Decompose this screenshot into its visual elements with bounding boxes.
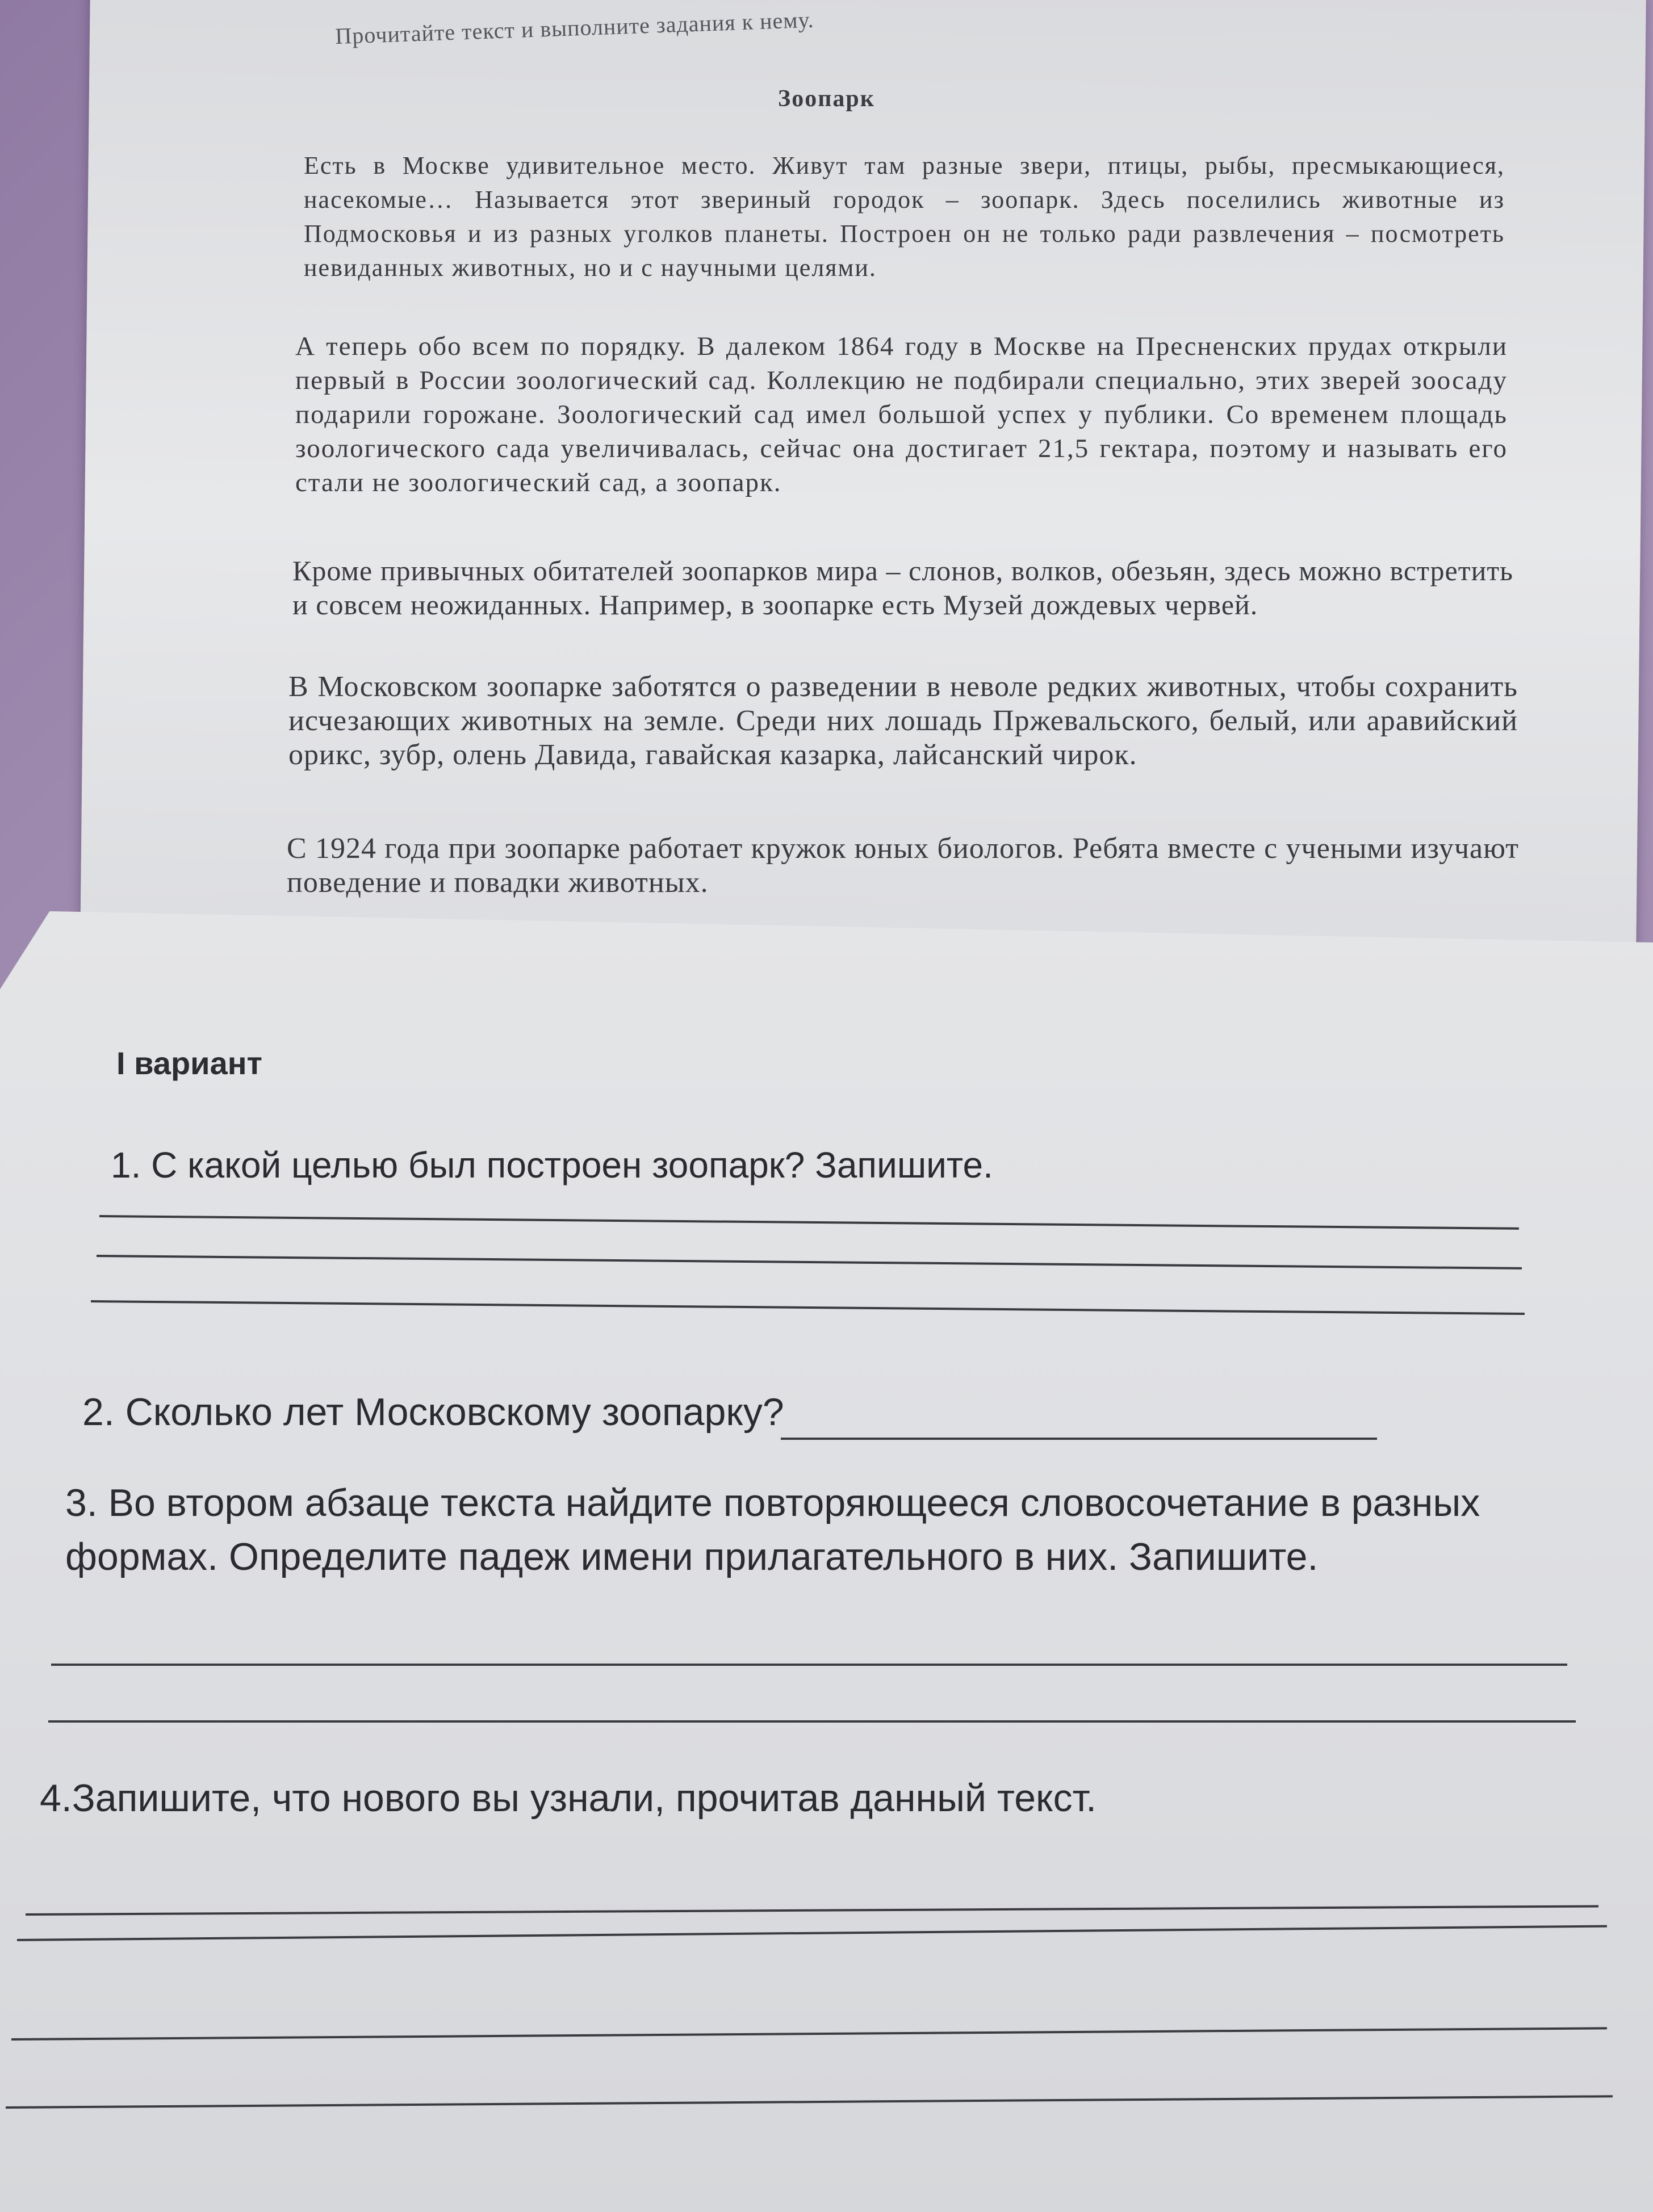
question-3: 3. Во втором абзаце текста найдите повторяющееся словосочетание в разных формах. Определите падеж имени прилагательного в них. Запишите. — [65, 1481, 1480, 1578]
text-title: Зоопарк — [778, 86, 875, 112]
paragraph-3: Кроме привычных обитателей зоопарков мира – слонов, волков, обезьян, здесь можно встретить и совсем неожиданных. Например, в зоопарке есть Музей дождевых червей. — [292, 555, 1513, 621]
paragraph-5: С 1924 года при зоопарке работает кружок юных биологов. Ребята вместе с учеными изучают поведение и повадки животных. — [287, 832, 1519, 899]
answer-line-q3-1[interactable] — [51, 1664, 1567, 1666]
variant-heading: I вариант — [116, 1045, 262, 1081]
question-2: 2. Сколько лет Московскому зоопарку? — [82, 1390, 784, 1434]
answer-line-q3-2[interactable] — [48, 1720, 1576, 1723]
instruction: Прочитайте текст и выполните задания к нему. — [334, 6, 815, 49]
question-4: 4.Запишите, что нового вы узнали, прочитав данный текст. — [40, 1777, 1097, 1820]
question-1: 1. С какой целью был построен зоопарк? Запишите. — [111, 1145, 993, 1185]
paragraph-2: А теперь обо всем по порядку. В далеком 1864 году в Москве на Пресненских прудах открыли первый в России зоологический сад. Коллекцию не подбирали специально, этих зверей зоосаду подарили горожане. Зоологический сад имел большой успех у публики. Со временем площадь зоологического сада увеличивалась, сейчас она достигает 21,5 гектара, поэтому и называть его стали не зоологический сад, а зоопарк. — [295, 332, 1508, 497]
paragraph-4: В Московском зоопарке заботятся о разведении в неволе редких животных, чтобы сохранить исчезающих животных на земле. Среди них лошадь Пржевальского, белый, или аравийский орикс, зубр, олень Давида, гавайская казарка, лайсанский чирок. — [288, 671, 1518, 771]
answer-line-q2[interactable] — [781, 1438, 1377, 1440]
paragraph-1: Есть в Москве удивительное место. Живут там разные звери, птицы, рыбы, пресмыкающиеся, насекомые… Называется этот звериный городок – зоопарк. Здесь поселились животные из Подмосковья и из разных уголков планеты. Построен он не только ради развлечения – посмотреть невиданных животных, но и с научными целями. — [304, 152, 1505, 282]
